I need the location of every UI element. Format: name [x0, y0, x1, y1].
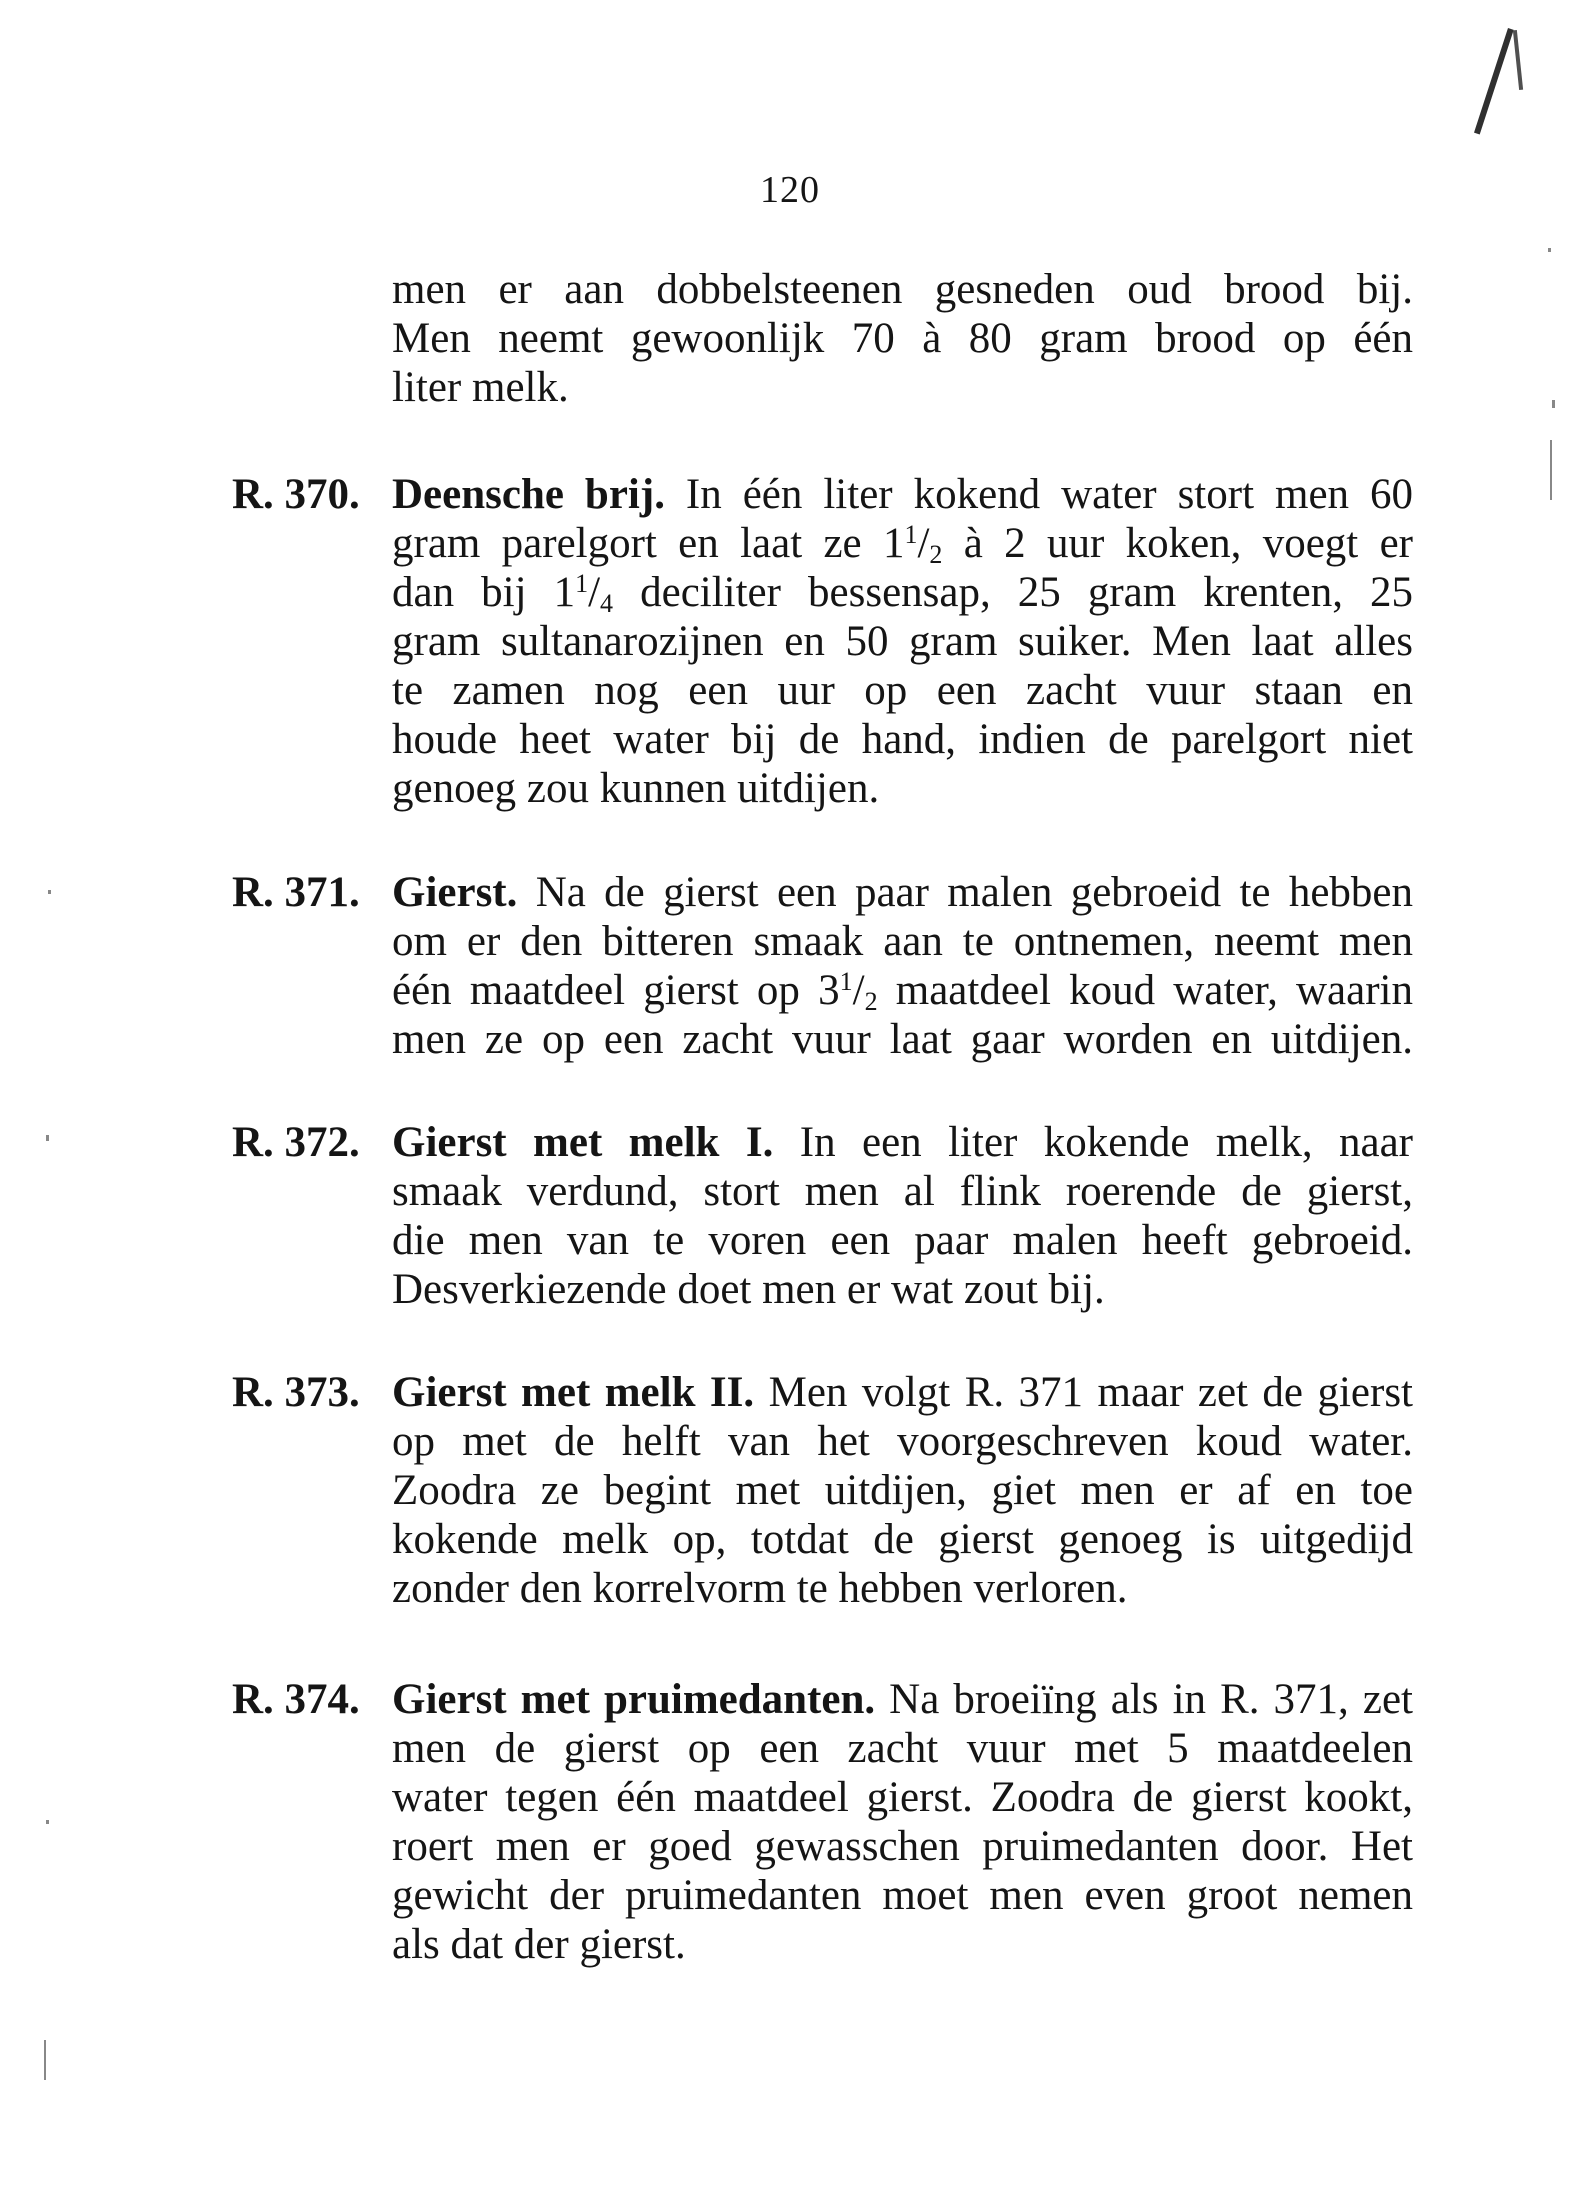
fraction-denominator: 2	[929, 540, 943, 569]
fraction-denominator: 4	[600, 589, 614, 618]
text-line: water tegen één maatdeel gierst. Zoodra de gierst kookt,	[392, 1774, 1413, 1821]
scan-speck	[1550, 440, 1552, 500]
text-fragment: gram parelgort en laat ze 1	[392, 520, 905, 567]
text-line: genoeg zou kunnen uitdijen.	[392, 765, 880, 812]
text-line	[392, 1118, 1413, 1168]
recipe-title: Gierst.	[392, 869, 518, 916]
text-fragment: Na broeiïng als in R. 371, zet	[875, 1676, 1413, 1723]
text-line: één maatdeel gierst op $3^1/_2$ maatdeel koud water, waarin	[392, 967, 1413, 1016]
recipe-number: R. 372.	[232, 1119, 360, 1166]
recipe-number: R. 373.	[232, 1369, 360, 1416]
page-number: 120	[760, 169, 820, 211]
text-line: men er aan dobbelsteenen gesneden oud brood bij.	[392, 266, 1413, 313]
text-fragment: In een liter kokende melk, naar	[773, 1119, 1413, 1166]
fraction-numerator: 1	[575, 569, 589, 598]
text-fragment: deciliter bessensap, 25 gram krenten, 25	[613, 569, 1413, 616]
scan-speck	[44, 2040, 46, 2080]
text-line: roert men er goed gewasschen pruimedanten door. Het	[392, 1823, 1413, 1870]
scan-speck	[48, 890, 51, 894]
recipe-number: R. 374.	[232, 1676, 360, 1723]
scan-speck	[46, 1820, 49, 1824]
text-line	[392, 1675, 1413, 1725]
scan-artifact-stroke	[1513, 30, 1523, 90]
text-line: Zoodra ze begint met uitdijen, giet men er af en toe	[392, 1467, 1413, 1514]
text-line: houde heet water bij de hand, indien de parelgort niet	[392, 716, 1413, 763]
text-line: te zamen nog een uur op een zacht vuur staan en	[392, 667, 1413, 714]
text-fragment: Na de gierst een paar malen gebroeid te hebben	[517, 869, 1413, 916]
text-line	[392, 470, 1413, 520]
recipe-title: Deensche brij.	[392, 471, 665, 518]
text-line: om er den bitteren smaak aan te ontnemen, neemt men	[392, 918, 1413, 965]
text-line	[392, 1368, 1413, 1418]
text-line: als dat der gierst.	[392, 1921, 686, 1968]
fraction-numerator: 1	[904, 520, 918, 549]
text-line: men ze op een zacht vuur laat gaar worden en uitdijen.	[392, 1016, 1413, 1063]
recipe-number: R. 371.	[232, 869, 360, 916]
text-fragment: dan bij 1	[392, 569, 576, 616]
text-fragment: één maatdeel gierst op 3	[392, 967, 840, 1014]
text-line: kokende melk op, totdat de gierst genoeg is uitgedijd	[392, 1516, 1413, 1563]
text-line: Men neemt gewoonlijk 70 à 80 gram brood op één	[392, 315, 1413, 362]
text-line: liter melk.	[392, 364, 569, 411]
recipe-number: R. 370.	[232, 471, 360, 518]
text-line: gram parelgort en laat ze $1^1/_2$ à 2 uur koken, voegt er	[392, 520, 1413, 569]
fraction-numerator: 1	[839, 967, 853, 996]
scan-speck	[1552, 400, 1555, 408]
recipe-title: Gierst met pruimedanten.	[392, 1676, 876, 1723]
recipe-title: Gierst met melk II.	[392, 1369, 755, 1416]
scan-speck	[46, 1135, 49, 1141]
text-line: die men van te voren een paar malen heeft gebroeid.	[392, 1217, 1413, 1264]
text-line: gewicht der pruimedanten moet men even groot nemen	[392, 1872, 1413, 1919]
scan-artifact-stroke	[1474, 28, 1514, 134]
text-fragment: maatdeel koud water, waarin	[877, 967, 1413, 1014]
text-line: men de gierst op een zacht vuur met 5 maatdeelen	[392, 1725, 1413, 1772]
scan-speck	[1548, 248, 1551, 252]
text-fragment: In één liter kokend water stort men 60	[664, 471, 1413, 518]
text-line: smaak verdund, stort men al flink roerende de gierst,	[392, 1168, 1413, 1215]
recipe-title: Gierst met melk I.	[392, 1119, 774, 1166]
text-fragment: à 2 uur koken, voegt er	[942, 520, 1413, 567]
text-line: zonder den korrelvorm te hebben verloren.	[392, 1565, 1128, 1612]
fraction-denominator: 2	[864, 987, 878, 1016]
text-line: Desverkiezende doet men er wat zout bij.	[392, 1266, 1105, 1313]
text-line: op met de helft van het voorgeschreven koud water.	[392, 1418, 1413, 1465]
text-line: gram sultanarozijnen en 50 gram suiker. Men laat alles	[392, 618, 1413, 665]
text-line: dan bij $1^1/_4$ deciliter bessensap, 25 gram krenten, 25	[392, 569, 1413, 618]
text-line	[392, 868, 1413, 918]
text-fragment: Men volgt R. 371 maar zet de gierst	[754, 1369, 1413, 1416]
